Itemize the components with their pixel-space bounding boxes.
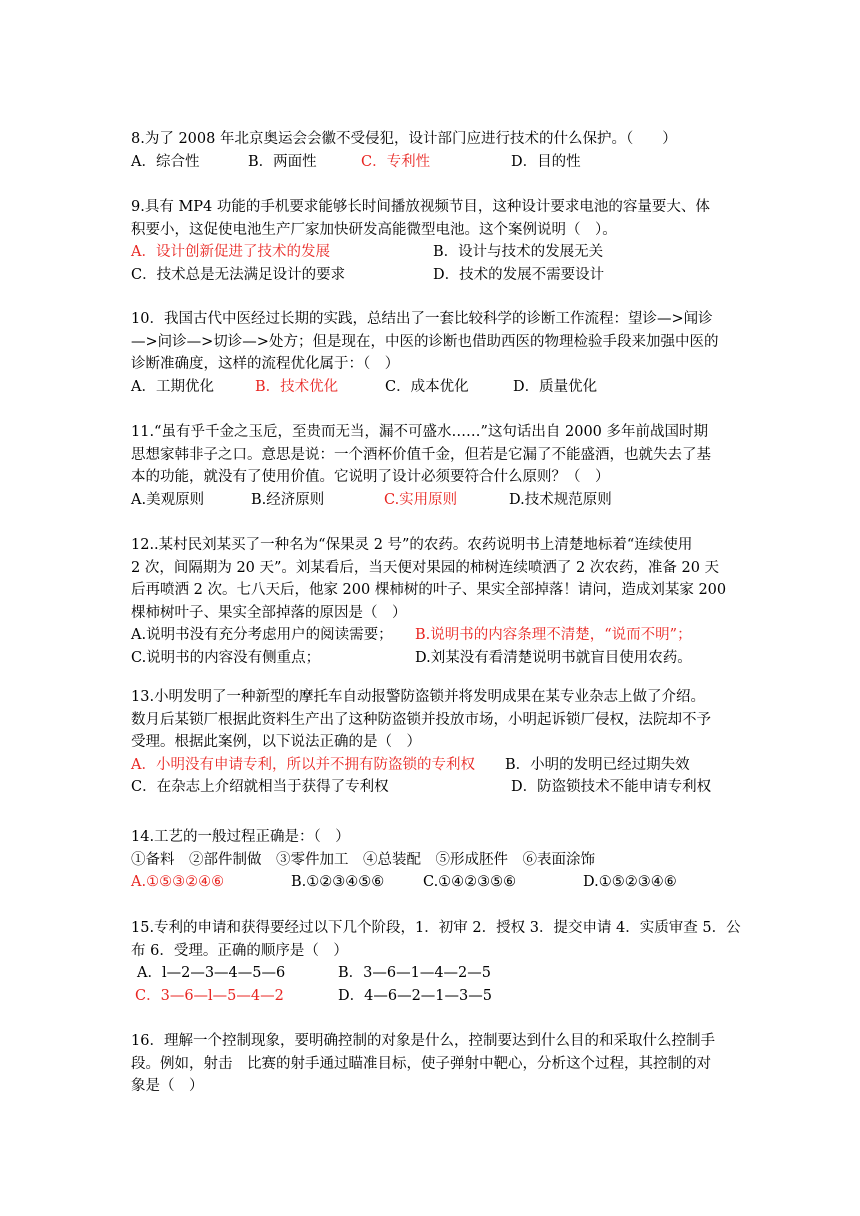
question-13 xyxy=(131,686,735,799)
question-stem-line: 积要小，这促使电池生产厂家加快研发高能微型电池。这个案例说明（ ）。 xyxy=(131,221,617,238)
question-stem-line: 11.“虽有乎千金之玉卮，至贵而无当，漏不可盛水……”这句话出自 2000 多年前战国时期 xyxy=(131,424,709,440)
question-stem-line: 受理。根据此案例，以下说法正确的是（ ） xyxy=(131,734,421,750)
question-16 xyxy=(131,1030,735,1098)
option-b[interactable]: B．设计与技术的发展无关 xyxy=(433,244,604,260)
question-stem-line: 诊断准确度，这样的流程优化属于：（ ） xyxy=(131,356,400,372)
options-row xyxy=(131,489,735,512)
options-row xyxy=(131,241,735,264)
option-d[interactable]: D.①⑤②③④⑥ xyxy=(583,874,677,890)
option-c[interactable]: C.①④②③⑤⑥ xyxy=(423,874,517,890)
option-a-correct[interactable]: A.①⑤③②④⑥ xyxy=(131,874,225,890)
options-row xyxy=(131,871,735,894)
question-stem-line: 13.小明发明了一种新型的摩托车自动报警防盗锁并将发明成果在某专业杂志上做了介绍。 xyxy=(131,689,706,705)
question-stem-line: 16．理解一个控制现象，要明确控制的对象是什么，控制要达到什么目的和采取什么控制手 xyxy=(131,1033,715,1049)
option-c-correct[interactable]: C．3—6—l—5—4—2 xyxy=(135,987,284,1004)
question-stem-line: 布 6．受理。正确的顺序是（ ） xyxy=(131,942,348,959)
question-stem-line: 段。例如，射击 比赛的射手通过瞄准目标，使子弹射中靶心，分析这个过程，其控制的对 xyxy=(131,1055,711,1072)
question-stem-line: 8.为了 2008 年北京奥运会会徽不受侵犯，设计部门应进行技术的什么保护。（ ） xyxy=(131,131,677,147)
option-b-correct[interactable]: B．技术优化 xyxy=(255,378,339,395)
option-a-correct[interactable]: A．设计创新促进了技术的发展 xyxy=(131,244,330,260)
option-c[interactable]: C．技术总是无法满足设计的要求 xyxy=(131,266,346,283)
question-stem-line: 本的功能，就没有了使用价值。它说明了设计必须要符合什么原则？（ ） xyxy=(131,469,610,485)
options-row xyxy=(131,376,735,399)
option-c-correct[interactable]: C.实用原则 xyxy=(384,491,458,508)
option-d[interactable]: D．4—6—2—1—3—5 xyxy=(338,987,492,1004)
option-a[interactable]: A．工期优化 xyxy=(131,378,214,395)
options-row xyxy=(131,264,735,287)
option-a-correct[interactable]: A．小明没有申请专利，所以并不拥有防盗锁的专利权 xyxy=(131,756,475,773)
option-d[interactable]: D．目的性 xyxy=(511,153,581,170)
option-c[interactable]: C.说明书的内容没有侧重点； xyxy=(131,649,321,666)
question-stem-line: 10．我国古代中医经过长期的实践，总结出了一套比较科学的诊断工作流程：望诊—>闻诊 xyxy=(131,311,713,327)
question-stem-line: 15.专利的申请和获得要经过以下几个阶段，1．初审 2．授权 3．提交申请 4．实质审查 5．公 xyxy=(131,920,741,936)
option-a[interactable]: A．l—2—3—4—5—6 xyxy=(137,965,286,981)
question-stem-line: 棵柿树叶子、果实全部掉落的原因是（ ） xyxy=(131,604,407,621)
option-a[interactable]: A.美观原则 xyxy=(131,491,205,508)
question-stem-line: 思想家韩非子之口。意思是说：一个酒杯价值千金，但若是它漏了不能盛酒，也就失去了基 xyxy=(131,446,711,463)
option-d[interactable]: D．技术的发展不需要设计 xyxy=(433,266,605,283)
option-b[interactable]: B.①②③④⑤⑥ xyxy=(291,874,385,890)
option-a[interactable]: A.说明书没有充分考虑用户的阅读需要； xyxy=(131,627,393,643)
option-b[interactable]: B.经济原则 xyxy=(251,491,325,508)
option-d[interactable]: D.技术规范原则 xyxy=(509,491,612,508)
question-12 xyxy=(131,534,735,669)
options-row xyxy=(131,151,735,174)
question-stem-line: ①备料 ②部件制做 ③零件加工 ④总装配 ⑤形成胚件 ⑥表面涂饰 xyxy=(131,851,595,868)
question-stem-line: 数月后某锁厂根据此资料生产出了这种防盗锁并投放市场，小明起诉锁厂侵权，法院却不予 xyxy=(131,711,711,728)
option-c-correct[interactable]: C．专利性 xyxy=(361,153,431,170)
option-b-correct[interactable]: B.说明书的内容条理不清楚，“说而不明”； xyxy=(415,627,692,643)
option-d[interactable]: D．防盗锁技术不能申请专利权 xyxy=(511,779,712,795)
question-stem-line: 9.具有 MP4 功能的手机要求能够长时间播放视频节目，这种设计要求电池的容量要大、体 xyxy=(131,199,710,215)
option-b[interactable]: B．3—6—1—4—2—5 xyxy=(338,965,492,981)
question-10 xyxy=(131,308,735,398)
question-stem-line: —>问诊—>切诊—>处方；但是现在，中医的诊断也借助西医的物理检验手段来加强中医的 xyxy=(131,333,719,350)
question-9 xyxy=(131,196,735,286)
question-stem-line: 14.工艺的一般过程正确是：（ ） xyxy=(131,829,350,845)
options-row xyxy=(131,776,735,799)
options-row xyxy=(131,962,735,985)
option-c[interactable]: C．在杂志上介绍就相当于获得了专利权 xyxy=(131,779,389,795)
question-15 xyxy=(131,917,741,1007)
question-14 xyxy=(131,826,735,894)
question-8 xyxy=(131,128,735,173)
option-b[interactable]: B．两面性 xyxy=(248,153,317,170)
options-row xyxy=(131,985,735,1008)
question-11 xyxy=(131,421,735,511)
question-stem-line: 后再喷洒 2 次。七八天后，他家 200 棵柿树的叶子、果实全部掉落！请问，造成刘某家 200 xyxy=(131,582,727,598)
option-a[interactable]: A．综合性 xyxy=(131,153,200,170)
question-stem-line: 2 次，间隔期为 20 天”。刘某看后，当天便对果园的柿树连续喷洒了 2 次农药，准备 20 天 xyxy=(131,559,720,576)
question-stem-line: 12..某村民刘某买了一种名为“保果灵 2 号”的农药。农药说明书上清楚地标着“连续使用 xyxy=(131,537,693,553)
option-b[interactable]: B．小明的发明已经过期失效 xyxy=(505,756,690,773)
option-c[interactable]: C．成本优化 xyxy=(385,378,469,395)
option-d[interactable]: D.刘某没有看清楚说明书就盲目使用农药。 xyxy=(415,649,692,666)
option-d[interactable]: D．质量优化 xyxy=(513,378,598,395)
options-row xyxy=(131,754,735,777)
question-stem-line: 象是（ ） xyxy=(131,1078,204,1094)
options-row xyxy=(131,624,735,647)
options-row xyxy=(131,647,735,670)
